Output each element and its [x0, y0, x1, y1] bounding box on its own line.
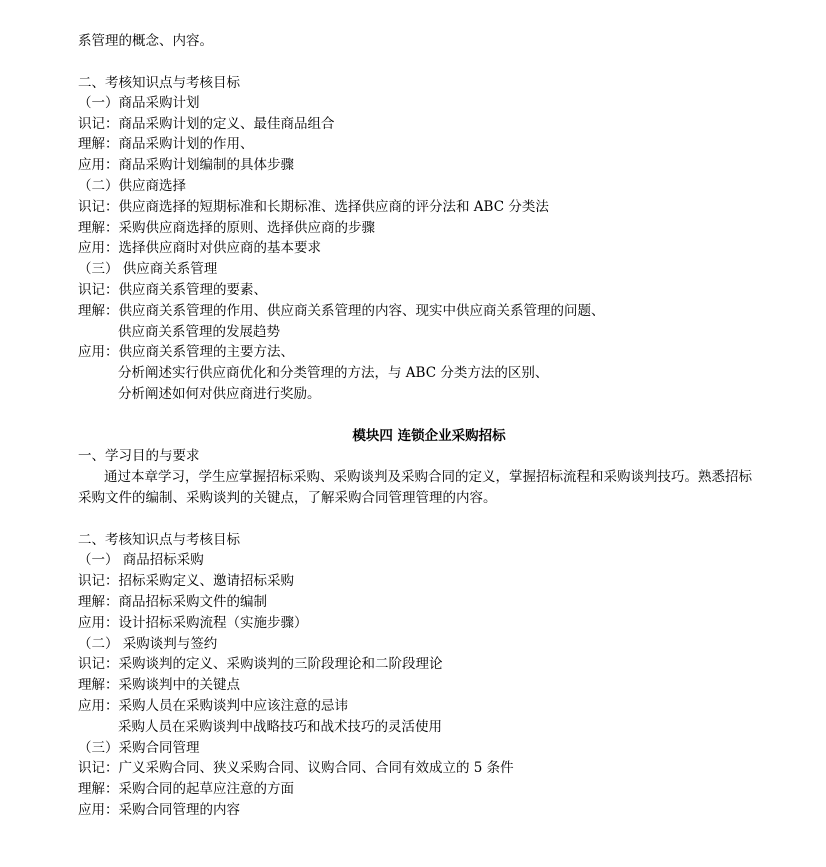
m4-section2-title: 二、考核知识点与考核目标 — [78, 532, 240, 548]
understand-text: 采购合同的起草应注意的方面 — [118, 781, 294, 797]
understand-label: 理解： — [78, 677, 119, 693]
m3-section2-title: 二、考核知识点与考核目标 — [78, 75, 240, 91]
identify-label: 识记： — [78, 573, 119, 589]
understand-label: 理解： — [78, 136, 119, 152]
identify-text: 招标采购定义、邀请招标采购 — [118, 573, 294, 589]
m4-part2-apply — [78, 696, 348, 716]
m3-part2-title: （二）供应商选择 — [78, 178, 186, 194]
identify-label: 识记： — [78, 656, 119, 672]
m4-part2-identify — [78, 654, 443, 674]
identify-text: 广义采购合同、狭义采购合同、议购合同、合同有效成立的 5 条件 — [118, 760, 514, 776]
m4-part2-apply-cont: 采购人员在采购谈判中战略技巧和战术技巧的灵活使用 — [118, 719, 442, 735]
module4-title: 模块四 连锁企业采购招标 — [352, 428, 506, 444]
understand-text: 商品招标采购文件的编制 — [118, 594, 267, 610]
understand-text: 商品采购计划的作用、 — [118, 136, 254, 152]
identify-label: 识记： — [78, 116, 119, 132]
apply-label: 应用： — [78, 615, 119, 631]
apply-label: 应用： — [78, 802, 119, 818]
understand-text: 供应商关系管理的作用、供应商关系管理的内容、现实中供应商关系管理的问题、 — [118, 303, 605, 319]
understand-label: 理解： — [78, 781, 119, 797]
identify-text: 商品采购计划的定义、最佳商品组合 — [118, 116, 335, 132]
understand-text: 采购供应商选择的原则、选择供应商的步骤 — [118, 220, 375, 236]
m3-part3-apply-cont2: 分析阐述如何对供应商进行奖励。 — [118, 386, 321, 402]
apply-label: 应用： — [78, 157, 119, 173]
apply-text: 采购合同管理的内容 — [118, 802, 240, 818]
m3-part3-understand — [78, 301, 605, 321]
m3-part2-apply — [78, 238, 321, 258]
identify-text: 采购谈判的定义、采购谈判的三阶段理论和二阶段理论 — [118, 656, 443, 672]
apply-label: 应用： — [78, 698, 119, 714]
m3-part3-apply — [78, 342, 294, 362]
identify-label: 识记： — [78, 760, 119, 776]
intro-tail-text: 系管理的概念、内容。 — [78, 33, 213, 49]
understand-label: 理解： — [78, 303, 119, 319]
m4-part2-understand — [78, 675, 240, 695]
understand-label: 理解： — [78, 220, 119, 236]
identify-label: 识记： — [78, 199, 119, 215]
m4-part3-identify — [78, 758, 514, 778]
apply-text: 设计招标采购流程（实施步骤） — [118, 615, 308, 631]
m3-part1-identify — [78, 114, 335, 134]
m3-part3-identify — [78, 280, 267, 300]
m4-part1-apply — [78, 613, 308, 633]
apply-label: 应用： — [78, 240, 119, 256]
apply-text: 供应商关系管理的主要方法、 — [118, 344, 294, 360]
identify-text: 供应商选择的短期标准和长期标准、选择供应商的评分法和 ABC 分类法 — [118, 199, 549, 215]
m4-section1-body-line1: 通过本章学习，学生应掌握招标采购、采购谈判及采购合同的定义，掌握招标流程和采购谈判技巧。熟悉招标 — [104, 469, 752, 485]
apply-text: 商品采购计划编制的具体步骤 — [118, 157, 294, 173]
apply-label: 应用： — [78, 344, 119, 360]
m4-section1-body-line2: 采购文件的编制、采购谈判的关键点，了解采购合同管理管理的内容。 — [78, 490, 497, 506]
m3-part1-title: （一）商品采购计划 — [78, 95, 200, 111]
apply-text: 采购人员在采购谈判中应该注意的忌讳 — [118, 698, 348, 714]
m4-part3-apply — [78, 800, 240, 820]
m4-part1-title: （一） 商品招标采购 — [78, 552, 204, 568]
m4-part3-understand — [78, 779, 294, 799]
m3-part1-understand — [78, 134, 254, 154]
m3-part2-identify — [78, 197, 549, 217]
m4-section1-title: 一、学习目的与要求 — [78, 448, 200, 464]
m4-part1-understand — [78, 592, 267, 612]
m3-part3-apply-cont1: 分析阐述实行供应商优化和分类管理的方法，与 ABC 分类方法的区别、 — [118, 365, 549, 381]
m3-part2-understand — [78, 218, 375, 238]
identify-text: 供应商关系管理的要素、 — [118, 282, 267, 298]
m4-part2-title: （二） 采购谈判与签约 — [78, 636, 218, 652]
m4-part3-title: （三）采购合同管理 — [78, 740, 200, 756]
m4-part1-identify — [78, 571, 294, 591]
m3-part3-title: （三） 供应商关系管理 — [78, 261, 218, 277]
understand-label: 理解： — [78, 594, 119, 610]
apply-text: 选择供应商时对供应商的基本要求 — [118, 240, 321, 256]
understand-text: 采购谈判中的关键点 — [118, 677, 240, 693]
m3-part1-apply — [78, 155, 294, 175]
m3-part3-understand-cont: 供应商关系管理的发展趋势 — [118, 324, 280, 340]
identify-label: 识记： — [78, 282, 119, 298]
